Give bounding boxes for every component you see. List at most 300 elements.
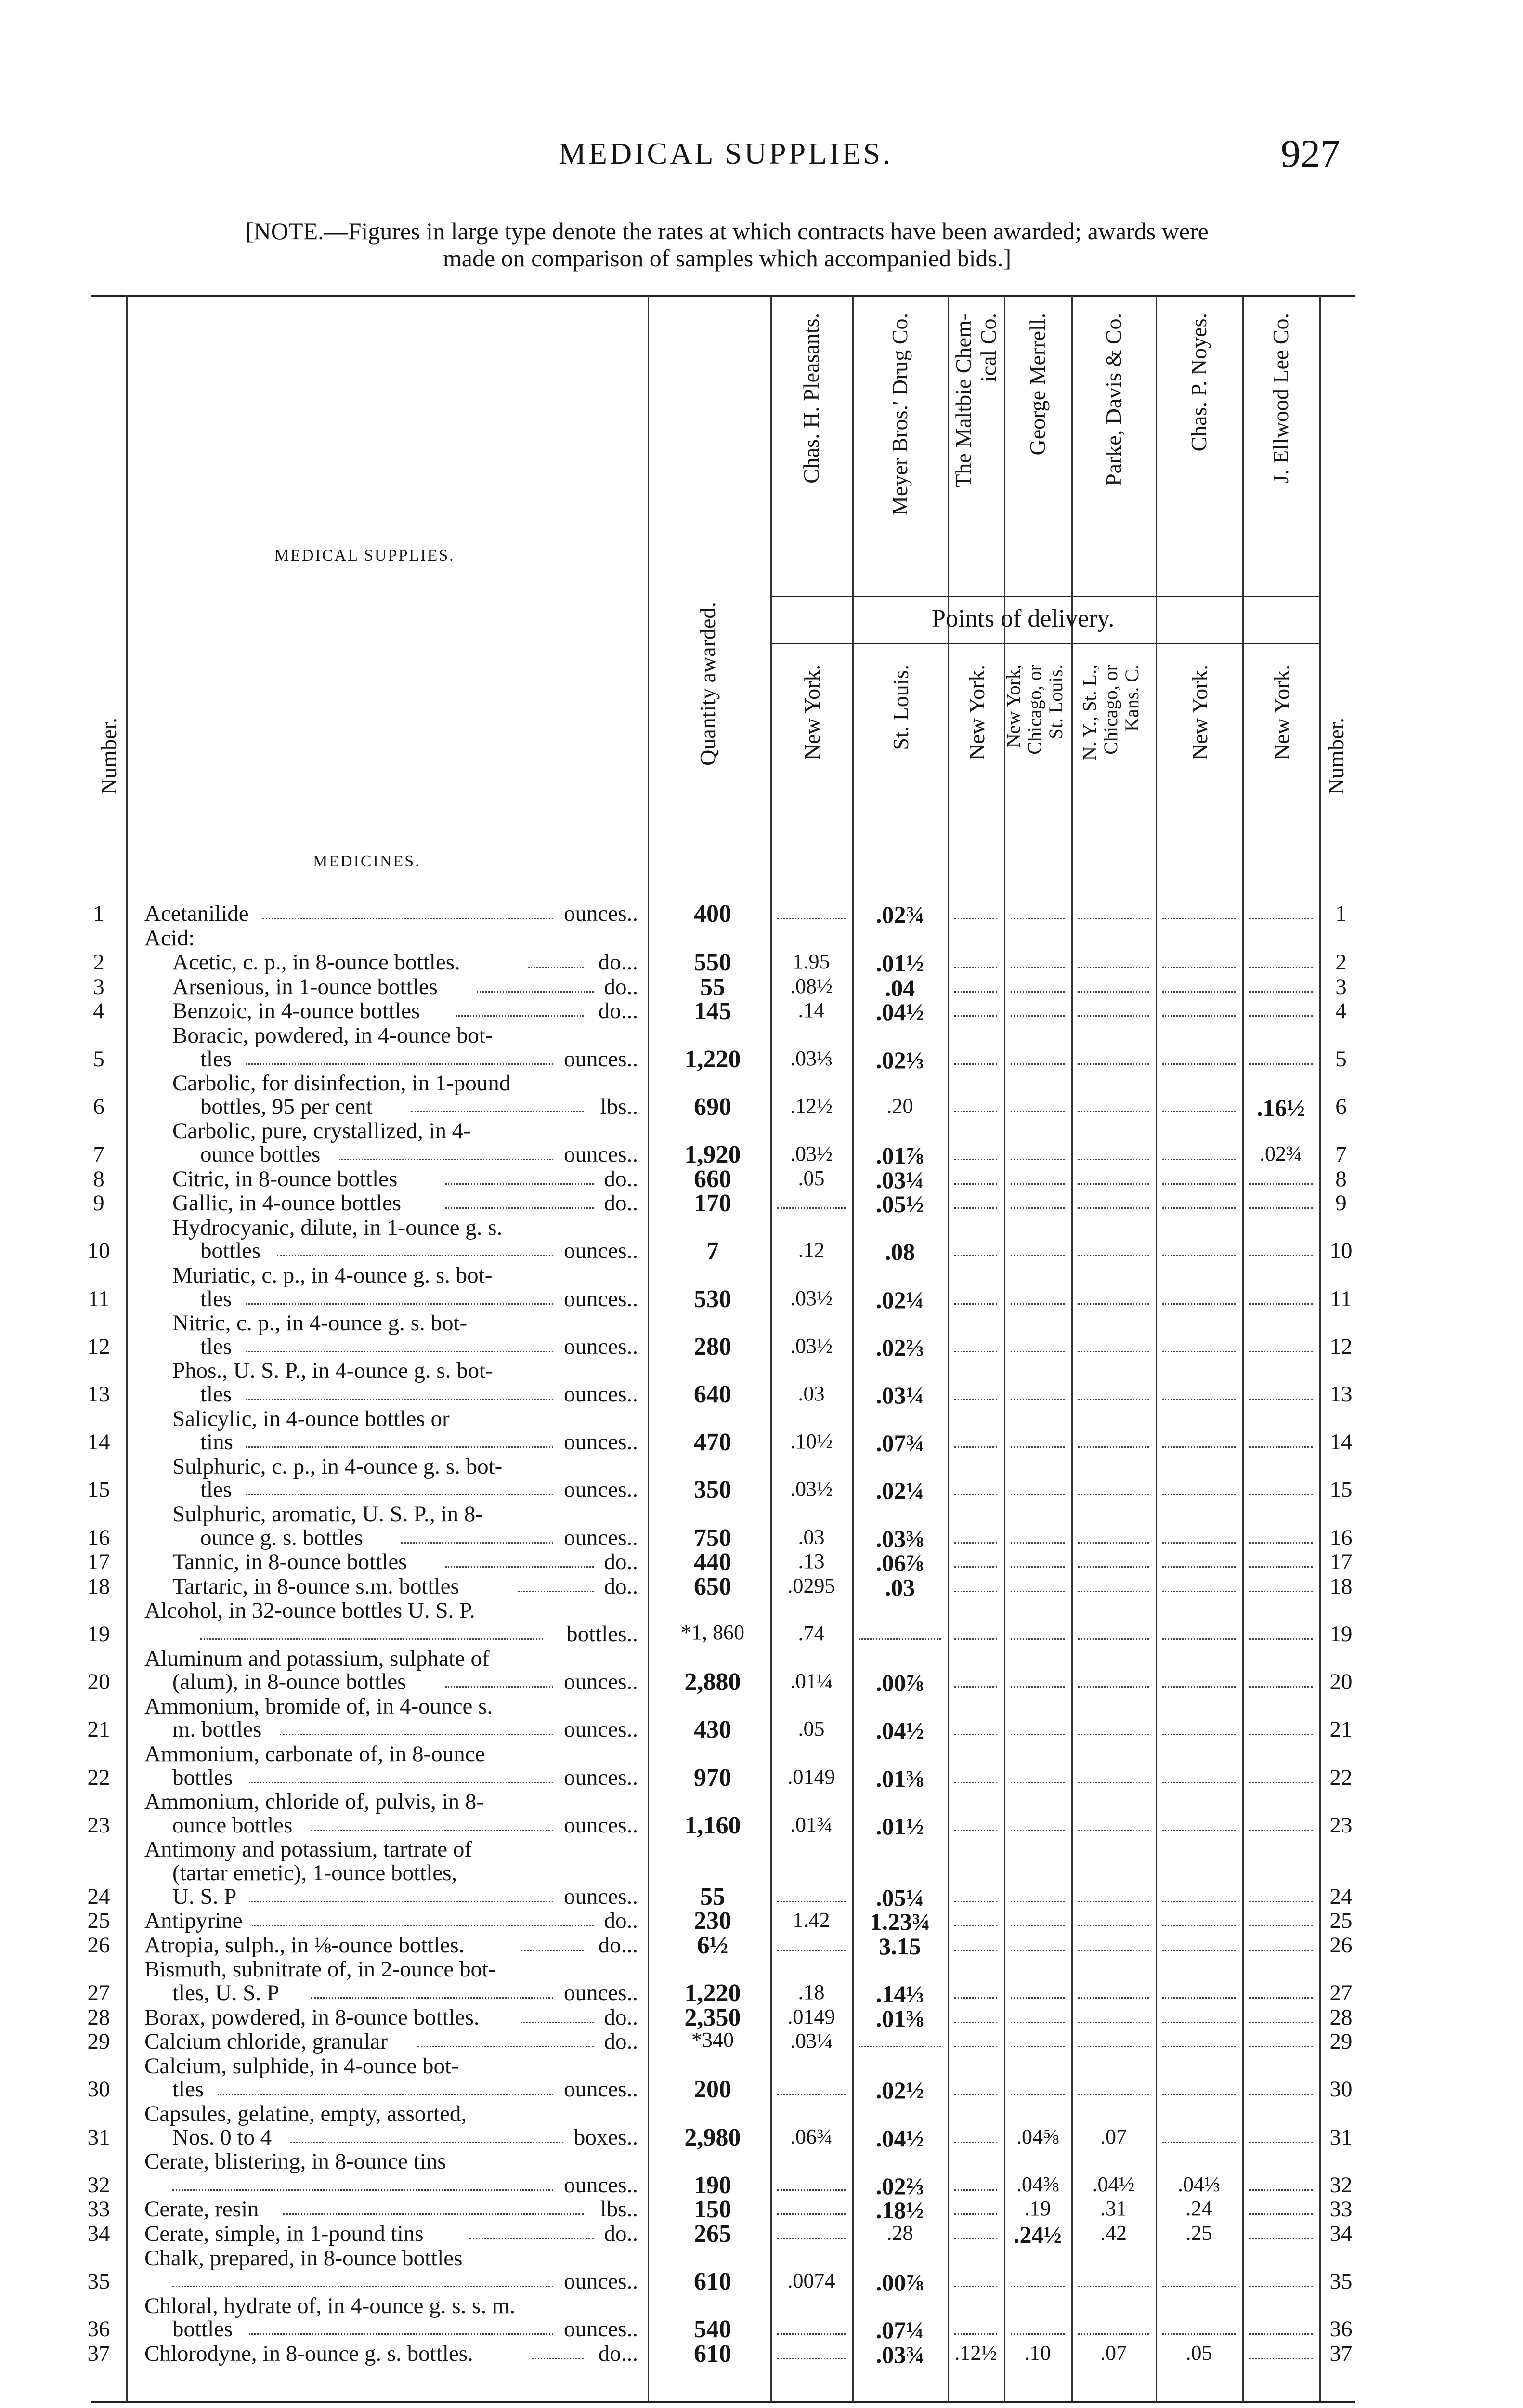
bid-price: .06⅞ [876,1549,924,1577]
bidder-name-header [799,313,824,583]
bid-price: .03½ [790,1334,833,1358]
item-description: Acetic, c. p., in 8-ounce bottles. [172,950,460,975]
dot-leader [246,1049,553,1065]
table-top-rule [91,295,1355,297]
item-description: ounce g. s. bottles [200,1525,364,1550]
delivery-point-line: N. Y., St. L., [1078,665,1100,760]
column-rule [1242,295,1244,2401]
bid-price: .00⅞ [876,1669,924,1697]
item-unit: do... [598,998,638,1024]
empty-cell-leader [1162,977,1236,993]
bidder-name-header [1101,313,1126,583]
row-number-right: 6 [1335,1094,1347,1119]
bid-price: .12½ [790,1094,833,1118]
empty-cell-leader [1011,1672,1065,1688]
item-unit: ounces.. [563,1884,638,1909]
row-number: 33 [87,2197,110,2222]
empty-cell-leader [1162,2127,1236,2143]
empty-cell-leader [1249,2079,1313,2095]
item-unit: do.. [604,1908,638,1934]
empty-cell-leader [777,2079,846,2095]
empty-cell-leader [1078,2271,1149,2287]
empty-cell-leader [1078,1552,1149,1568]
row-number-right: 2 [1335,950,1347,975]
row-number-right: 33 [1329,2197,1353,2222]
dot-leader [280,1719,553,1735]
row-number-right: 4 [1335,998,1347,1024]
empty-cell-leader [1162,1767,1236,1783]
empty-cell-leader [1249,2199,1313,2215]
row-number: 9 [93,1191,104,1216]
dot-leader [311,1983,554,1999]
item-description: Carbolic, for disinfection, in 1-pound [172,1071,511,1096]
row-number-right: 5 [1335,1046,1347,1072]
quantity-awarded: 1,220 [684,1979,741,2007]
empty-cell-leader [1162,1886,1236,1902]
empty-cell-leader [954,1624,997,1640]
item-description: Sulphuric, aromatic, U. S. P., in 8- [172,1502,483,1527]
empty-cell-leader [1011,1289,1065,1305]
delivery-point-header [800,665,825,814]
item-description: Chalk, prepared, in 8-ounce bottles [144,2245,463,2271]
dot-leader [445,1672,553,1688]
bidder-name-line: Chas. P. Noyes. [1186,313,1211,452]
empty-cell-leader [1162,1528,1236,1544]
empty-cell-leader [954,1767,997,1783]
row-number-right: 11 [1330,1286,1352,1311]
empty-cell-leader [954,1169,997,1185]
delivery-point-line: New York. [1187,665,1212,760]
item-description: U. S. P [172,1884,237,1909]
dot-leader [417,2031,594,2047]
quantity-awarded: 350 [694,1476,731,1504]
item-description: Calcium chloride, granular [144,2029,388,2055]
dot-leader [262,903,554,919]
bid-price: .18 [798,1980,825,2004]
empty-cell-leader [954,1336,997,1352]
empty-cell-leader [1011,1911,1065,1926]
empty-cell-leader [954,1576,997,1592]
empty-cell-leader [954,1528,997,1544]
bid-price: .24 [1185,2197,1212,2221]
bid-price: .42 [1100,2221,1127,2245]
bid-price: .0074 [787,2269,835,2293]
item-unit: ounces.. [563,1286,638,1311]
empty-cell-leader [954,1241,997,1256]
item-description: Atropia, sulph., in ⅛-ounce bottles. [144,1932,465,1958]
item-description: Citric, in 8-ounce bottles [172,1166,398,1191]
empty-cell-leader [954,1719,997,1735]
row-number-right: 25 [1329,1908,1353,1934]
item-description: Phos., U. S. P., in 4-ounce g. s. bot- [172,1358,493,1384]
empty-cell-leader [954,1193,997,1209]
empty-cell-leader [954,2319,997,2335]
bid-price: .0295 [787,1573,835,1597]
item-unit: ounces.. [563,1717,638,1742]
bid-price: .03 [798,1525,825,1549]
item-unit: ounces.. [563,2316,638,2342]
empty-cell-leader [1249,1672,1313,1688]
empty-cell-leader [1162,952,1236,968]
bid-price: .03½ [790,1286,833,1310]
row-number: 3 [93,974,104,999]
item-description: Cerate, resin [144,2197,259,2222]
bid-price: .01⅞ [876,1142,924,1169]
quantity-awarded: 200 [694,2076,731,2104]
row-number-right: 10 [1329,1238,1353,1264]
row-number-right: 35 [1329,2269,1353,2294]
quantity-awarded: 660 [694,1165,731,1193]
empty-cell-leader [1078,1097,1149,1112]
dot-leader [528,952,584,968]
row-number-right: 14 [1329,1429,1353,1455]
empty-cell-leader [777,2319,846,2335]
column-rule [1156,295,1157,2401]
row-number-right: 22 [1329,1765,1353,1790]
empty-cell-leader [954,1001,997,1017]
empty-cell-leader [777,2199,846,2215]
empty-cell-leader [954,977,997,993]
empty-cell-leader [1011,1552,1065,1568]
quantity-awarded: 2,350 [684,2003,741,2031]
empty-cell-leader [954,1911,997,1926]
row-number: 6 [93,1094,104,1119]
item-description: bottles [200,1238,261,1264]
empty-cell-leader [1249,2343,1313,2359]
dot-leader [411,1097,584,1112]
dot-leader [445,1552,594,1568]
item-unit: lbs.. [600,2197,638,2222]
item-description: bottles, 95 per cent [200,1094,373,1119]
quantity-awarded: 280 [694,1333,731,1361]
empty-cell-leader [1249,1241,1313,1256]
item-description: Benzoic, in 4-ounce bottles [172,998,420,1024]
delivery-point-header [1187,665,1212,814]
item-description: Tartaric, in 8-ounce s.m. bottles [172,1573,459,1599]
row-number: 2 [93,950,104,975]
dot-leader [311,1815,554,1831]
bid-price: .03⅓ [790,1046,833,1070]
empty-cell-leader [1011,1935,1065,1951]
points-of-delivery-header: Points of delivery. [932,605,1115,632]
row-number-right: 20 [1329,1669,1353,1695]
item-description: Acid: [144,925,195,951]
item-unit: ounces.. [563,1669,638,1695]
dot-leader [246,1289,553,1305]
bid-price: .02¼ [876,1286,924,1313]
item-unit: ounces.. [563,2172,638,2198]
empty-cell-leader [1162,2079,1236,2095]
row-number: 36 [87,2316,110,2342]
empty-cell-leader [1249,2319,1313,2335]
empty-cell-leader [1078,1001,1149,1017]
empty-cell-leader [954,2175,997,2191]
bid-price: .01¾ [790,1812,833,1836]
bidder-name-header [1025,313,1050,583]
item-unit: do... [598,950,638,975]
item-unit: ounces.. [563,1429,638,1455]
item-description: Ammonium, bromide of, in 4-ounce s. [144,1693,493,1719]
empty-cell-leader [1249,1289,1313,1305]
item-unit: do.. [604,2004,638,2030]
item-description: Cerate, simple, in 1-pound tins [144,2221,424,2246]
item-description: Aluminum and potassium, sulphate of [144,1646,490,1671]
row-number: 31 [87,2124,110,2150]
row-number: 23 [87,1812,110,1838]
row-number: 10 [87,1238,110,1264]
bidder-name-header [951,313,1001,583]
quantity-awarded: 2,880 [684,1668,741,1696]
bid-price: .03¼ [876,1382,924,1409]
empty-cell-leader [1011,2271,1065,2287]
empty-cell-leader [1162,1552,1236,1568]
row-number: 4 [93,998,104,1024]
bid-price: .13 [798,1549,825,1573]
empty-cell-leader [1249,1193,1313,1209]
bidder-name-line: Meyer Bros.' Drug Co. [887,313,912,516]
dot-leader [339,1144,554,1160]
empty-cell-leader [1078,2031,1149,2047]
delivery-point-header [888,665,913,814]
empty-cell-leader [1078,1911,1149,1926]
empty-cell-leader [1249,1886,1313,1902]
bid-price: .08½ [790,974,833,998]
item-description: tins [200,1429,233,1455]
empty-cell-leader [1011,1479,1065,1495]
row-number: 20 [87,1669,110,1695]
row-number: 29 [87,2029,110,2055]
bid-price: .18½ [876,2197,924,2224]
bid-price: .05¼ [876,1884,924,1911]
quantity-awarded: 610 [694,2340,731,2368]
bidder-name-header [887,313,912,583]
row-number-right: 9 [1335,1191,1347,1216]
bid-price: .00⅞ [876,2269,924,2296]
item-unit: boxes.. [573,2124,638,2150]
bid-price: .19 [1024,2197,1051,2221]
row-number: 19 [87,1622,110,1647]
empty-cell-leader [954,1144,997,1160]
item-description: (alum), in 8-ounce bottles [172,1669,406,1695]
page-title: MEDICAL SUPPLIES. [559,136,893,170]
item-description: Arsenious, in 1-ounce bottles [172,974,438,999]
quantity-awarded: 1,220 [684,1045,741,1073]
empty-cell-leader [1011,1384,1065,1400]
empty-cell-leader [1249,1719,1313,1735]
dot-leader [532,2343,584,2359]
row-number: 37 [87,2341,110,2366]
bid-price: .02⅔ [876,2172,924,2199]
bidder-name-line: ical Co. [976,313,1001,382]
row-number: 35 [87,2269,110,2294]
item-description: Tannic, in 8-ounce bottles [172,1549,407,1575]
bid-price: .04⅝ [1016,2124,1059,2148]
empty-cell-leader [1078,1193,1149,1209]
number-right-column-header [1324,698,1349,814]
item-description: Boracic, powdered, in 4-ounce bot- [172,1023,493,1048]
empty-cell-leader [1011,2031,1065,2047]
bid-price: .03 [885,1573,915,1601]
empty-cell-leader [954,1049,997,1065]
quantity-awarded: 55 [700,973,725,1001]
empty-cell-leader [954,2031,997,2047]
row-number-right: 15 [1329,1477,1353,1503]
row-number-right: 3 [1335,974,1347,999]
quantity-awarded: 1,920 [684,1141,741,1168]
empty-cell-leader [1249,2031,1313,2047]
empty-cell-leader [1078,1384,1149,1400]
empty-cell-leader [1078,2079,1149,2095]
header-line: Number. [1324,718,1348,795]
bid-price: .12½ [954,2341,997,2365]
delivery-point-line: Chicago, or [1099,665,1121,755]
quantity-awarded: 6½ [697,1931,729,1959]
bid-price: .04 [885,974,915,1001]
row-number: 24 [87,1884,110,1909]
empty-cell-leader [954,2224,997,2239]
quantity-awarded: 530 [694,1285,731,1313]
empty-cell-leader [1078,952,1149,968]
quantity-awarded: 470 [694,1428,731,1456]
empty-cell-leader [1249,1001,1313,1017]
column-rule [126,295,128,2401]
item-unit: ounces.. [563,1812,638,1838]
bid-price: 1.42 [793,1908,830,1932]
quantity-awarded: 1,160 [684,1811,741,1839]
item-description: Nos. 0 to 4 [172,2124,272,2150]
dot-leader [246,1432,553,1448]
empty-cell-leader [1078,1983,1149,1999]
dot-leader [445,1193,594,1209]
quantity-awarded: 750 [694,1524,731,1552]
row-number: 12 [87,1334,110,1359]
quantity-awarded: *340 [691,2028,734,2052]
bid-price: .03 [798,1382,825,1405]
bidder-name-line: The Maltbie Chem- [950,313,976,488]
row-number: 1 [93,901,104,926]
empty-cell-leader [1078,2319,1149,2335]
row-number-right: 24 [1329,1884,1353,1909]
bid-price: .01⅜ [876,2004,924,2032]
bid-price: .04⅓ [1178,2172,1220,2196]
item-unit: ounces.. [563,1142,638,1167]
item-description: tles, U. S. P [172,1980,279,2005]
empty-cell-leader [859,1624,941,1640]
quantity-awarded: 190 [694,2171,731,2199]
empty-cell-leader [1249,952,1313,968]
empty-cell-leader [1249,1049,1313,1065]
empty-cell-leader [1011,977,1065,993]
item-description: Cerate, blistering, in 8-ounce tins [144,2149,446,2174]
item-unit: do.. [604,1549,638,1575]
empty-cell-leader [954,1552,997,1568]
row-number: 27 [87,1980,110,2005]
item-unit: ounces.. [563,1046,638,1072]
row-number: 5 [93,1046,104,1072]
dot-leader [246,1384,553,1400]
quantity-awarded: 690 [694,1093,731,1121]
empty-cell-leader [954,1983,997,1999]
bid-price: .05½ [876,1191,924,1218]
item-unit: ounces.. [563,2077,638,2102]
empty-cell-leader [1011,1767,1065,1783]
empty-cell-leader [1078,1576,1149,1592]
delivery-point-line: Chicago, or [1024,665,1045,755]
item-description: Antipyrine [144,1908,243,1934]
empty-cell-leader [954,1384,997,1400]
row-number-right: 30 [1329,2077,1353,2102]
bid-price: .02¼ [876,1477,924,1505]
quantity-awarded: 7 [706,1237,719,1265]
row-number: 14 [87,1429,110,1455]
empty-cell-leader [1249,2175,1313,2191]
empty-cell-leader [1249,2007,1313,2023]
quantity-awarded: 430 [694,1716,731,1744]
bid-price: .04⅜ [1016,2172,1059,2196]
item-description: Carbolic, pure, crystallized, in 4- [172,1118,471,1144]
row-number-right: 37 [1329,2341,1353,2366]
empty-cell-leader [1078,1049,1149,1065]
row-number: 34 [87,2221,110,2246]
row-number-right: 32 [1329,2172,1353,2198]
dot-leader [277,1241,554,1256]
dot-leader [477,977,594,993]
empty-cell-leader [1011,2079,1065,2095]
empty-cell-leader [1078,1886,1149,1902]
bid-price: .03¼ [790,2029,833,2053]
dot-leader [401,1528,554,1544]
item-unit: do.. [604,1166,638,1191]
row-number: 7 [93,1142,104,1167]
bidder-name-line: J. Ellwood Lee Co. [1268,313,1293,484]
bid-price: .14 [798,998,825,1022]
item-description: tles [200,1382,232,1407]
dot-leader [246,1479,553,1495]
empty-cell-leader [777,2343,846,2359]
delivery-point-line: Kans. C. [1120,665,1143,732]
bid-price: 1.23¾ [870,1908,930,1936]
item-description: (tartar emetic), 1-ounce bottles, [172,1860,457,1885]
item-description: Antimony and potassium, tartrate of [144,1837,472,1862]
empty-cell-leader [954,952,997,968]
empty-cell-leader [1249,2224,1313,2239]
empty-cell-leader [1162,1193,1236,1209]
dot-leader [249,1767,554,1783]
empty-cell-leader [1249,1815,1313,1831]
empty-cell-leader [1162,1624,1236,1640]
empty-cell-leader [954,1815,997,1831]
dot-leader [252,1911,594,1926]
item-description: tles [200,1477,232,1503]
item-description: Nitric, c. p., in 4-ounce g. s. bot- [172,1310,468,1336]
empty-cell-leader [1162,1983,1236,1999]
bid-price: .0149 [787,2004,835,2028]
empty-cell-leader [1249,903,1313,919]
empty-cell-leader [1011,1432,1065,1448]
dot-leader [445,1169,594,1185]
row-number-right: 36 [1329,2316,1353,2342]
empty-cell-leader [1078,1767,1149,1783]
section-title: MEDICINES. [313,852,421,870]
empty-cell-leader [859,2031,941,2047]
empty-cell-leader [777,2224,846,2239]
quantity-awarded: *1, 860 [681,1621,744,1644]
quantity-awarded: 540 [694,2316,731,2343]
empty-cell-leader [1249,1624,1313,1640]
number-column-header [96,698,121,814]
quantity-awarded: 610 [694,2268,731,2296]
empty-cell-leader [1011,1193,1065,1209]
